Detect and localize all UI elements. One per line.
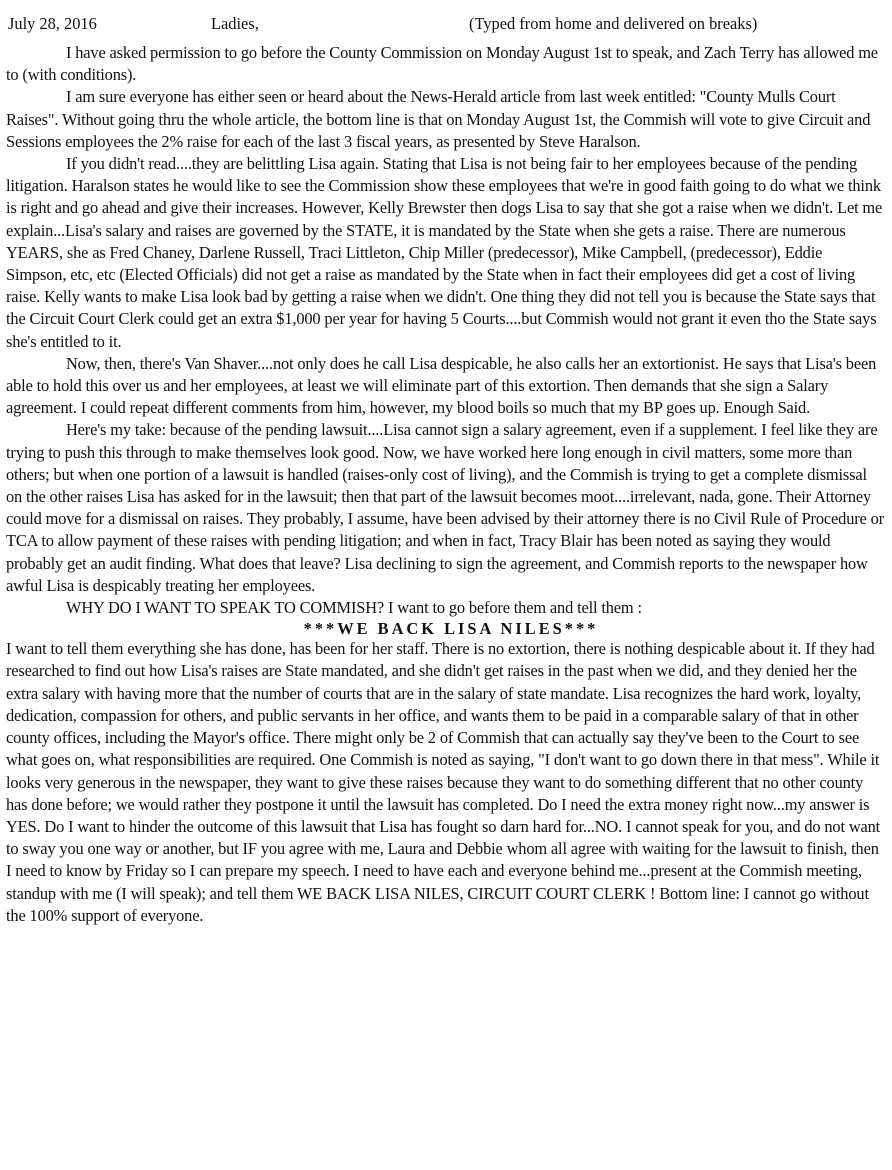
letter-salutation: Ladies, [211,14,259,33]
paragraph-my-take: Here's my take: because of the pending lawsuit....Lisa cannot sign a salary agreement, even if a supplement. I feel like they are trying to push this through to make themselves look good. Now, we have worked here long enough in civil matters, some more than others; but when one portion of a lawsuit is handled (raises-only cost of living), and the Commish is trying to get a complete dismissal on the other raises Lisa has asked for in the lawsuit; then that part of the lawsuit becomes moot....irrelevant, nada, gone. Their Attorney could move for a dismissal on raises. They probably, I assume, have been advised by their attorney there is no Civil Rule of Procedure or TCA to allow payment of these raises with pending litigation; and when in fact, Tracy Blair has been noted as saying they would probably get an audit finding. What does that leave? Lisa declining to sign the agreement, and Commish reports to the newspaper how awful Lisa is despicably treating her employees. [6,420,884,595]
paragraph-belittling: If you didn't read....they are belittling Lisa again. Stating that Lisa is not being fair to her employees because of the pending litigation. Haralson states he would like to see the Commission show these employees that we're in good faith going to do what we think is right and go ahead and give their increases. However, Kelly Brewster then dogs Lisa to say that she got a raise when we didn't. Let me explain...Lisa's salary and raises are governed by the STATE, it is mandated by the State when she gets a raise. There are numerous YEARS, she as Fred Chaney, Darlene Russell, Traci Littleton, Chip Miller (predecessor), Mike Campbell, (predecessor), Eddie Simpson, etc, etc (Elected Officials) did not get a raise as mandated by the State when in fact their employees did get a cost of living raise. Kelly wants to make Lisa look bad by getting a raise when we didn't. One thing they did not tell you is because the State says that the Circuit Court Clerk could get an extra $1,000 per year for having 5 Courts....but Commish would not grant it even tho the State says she's entitled to it. [6,154,883,351]
letter-date: July 28, 2016 [8,14,97,33]
paragraph-van-shaver: Now, then, there's Van Shaver....not only does he call Lisa despicable, he also calls her an extortionist. He says that Lisa's been able to hold this over us and her employees, at least we will eliminate part of this extortion. Then demands that she sign a Salary agreement. I could repeat different comments from him, however, my blood boils so much that my BP goes up. Enough Said. [6,353,877,418]
letter-page [6,14,886,927]
letter-header [6,14,886,42]
paragraph-closing: I want to tell them everything she has done, has been for her staff. There is no extortion, there is nothing despicable about it. If they had researched to find out how Lisa's raises are State mandated, and she didn't get raises in the past when we did, and they denied her the extra salary with having more that the number of courts that are in the salary of state mandate. Lisa recognizes the hard work, loyalty, dedication, compassion for others, and public servants in her office, and wants them to be paid in a comparable salary of that in other county offices, including the Mayor's office. There might only be 2 of Commish that can actually say they've been to the Court to see what goes on, what responsibilities are required. One Commish is noted as saying, "I don't want to go down there in that mess". While it looks very generous in the newspaper, they want to give these raises because they want to do something different that no other county has done before; we would rather they postpone it until the lawsuit has completed. Do I need the extra money right now...my answer is YES. Do I want to hinder the outcome of this lawsuit that Lisa has fought so darn hard for...NO. I cannot speak for you, and do not want to sway you one way or another, but IF you agree with me, Laura and Debbie whom all agree with waiting for the lawsuit to finish, then I need to know by Friday so I can prepare my speech. I need to have each and everyone behind me...present at the Commish meeting, standup with me (I will speak); and tell them WE BACK LISA NILES, CIRCUIT COURT CLERK ! Bottom line: I cannot go without the 100% support of everyone. [6,639,881,925]
delivery-note: (Typed from home and delivered on breaks) [469,14,758,33]
paragraph-article: I am sure everyone has either seen or heard about the News-Herald article from last week entitled: "County Mulls Court Raises". Without going thru the whole article, the bottom line is that on Monday August 1st, the Commish will vote to give Circuit and Sessions employees the 2% raise for each of the last 3 fiscal years, as presented by Steve Haralson. [6,87,871,151]
headline-we-back-lisa: ***WE BACK LISA NILES*** [303,619,599,639]
paragraph-why-speak: WHY DO I WANT TO SPEAK TO COMMISH? I want to go before them and tell them : [66,598,642,618]
paragraph-permission: I have asked permission to go before the County Commission on Monday August 1st to speak, and Zach Terry has allowed me to (with conditions). [6,43,878,85]
letter-body [6,42,886,927]
